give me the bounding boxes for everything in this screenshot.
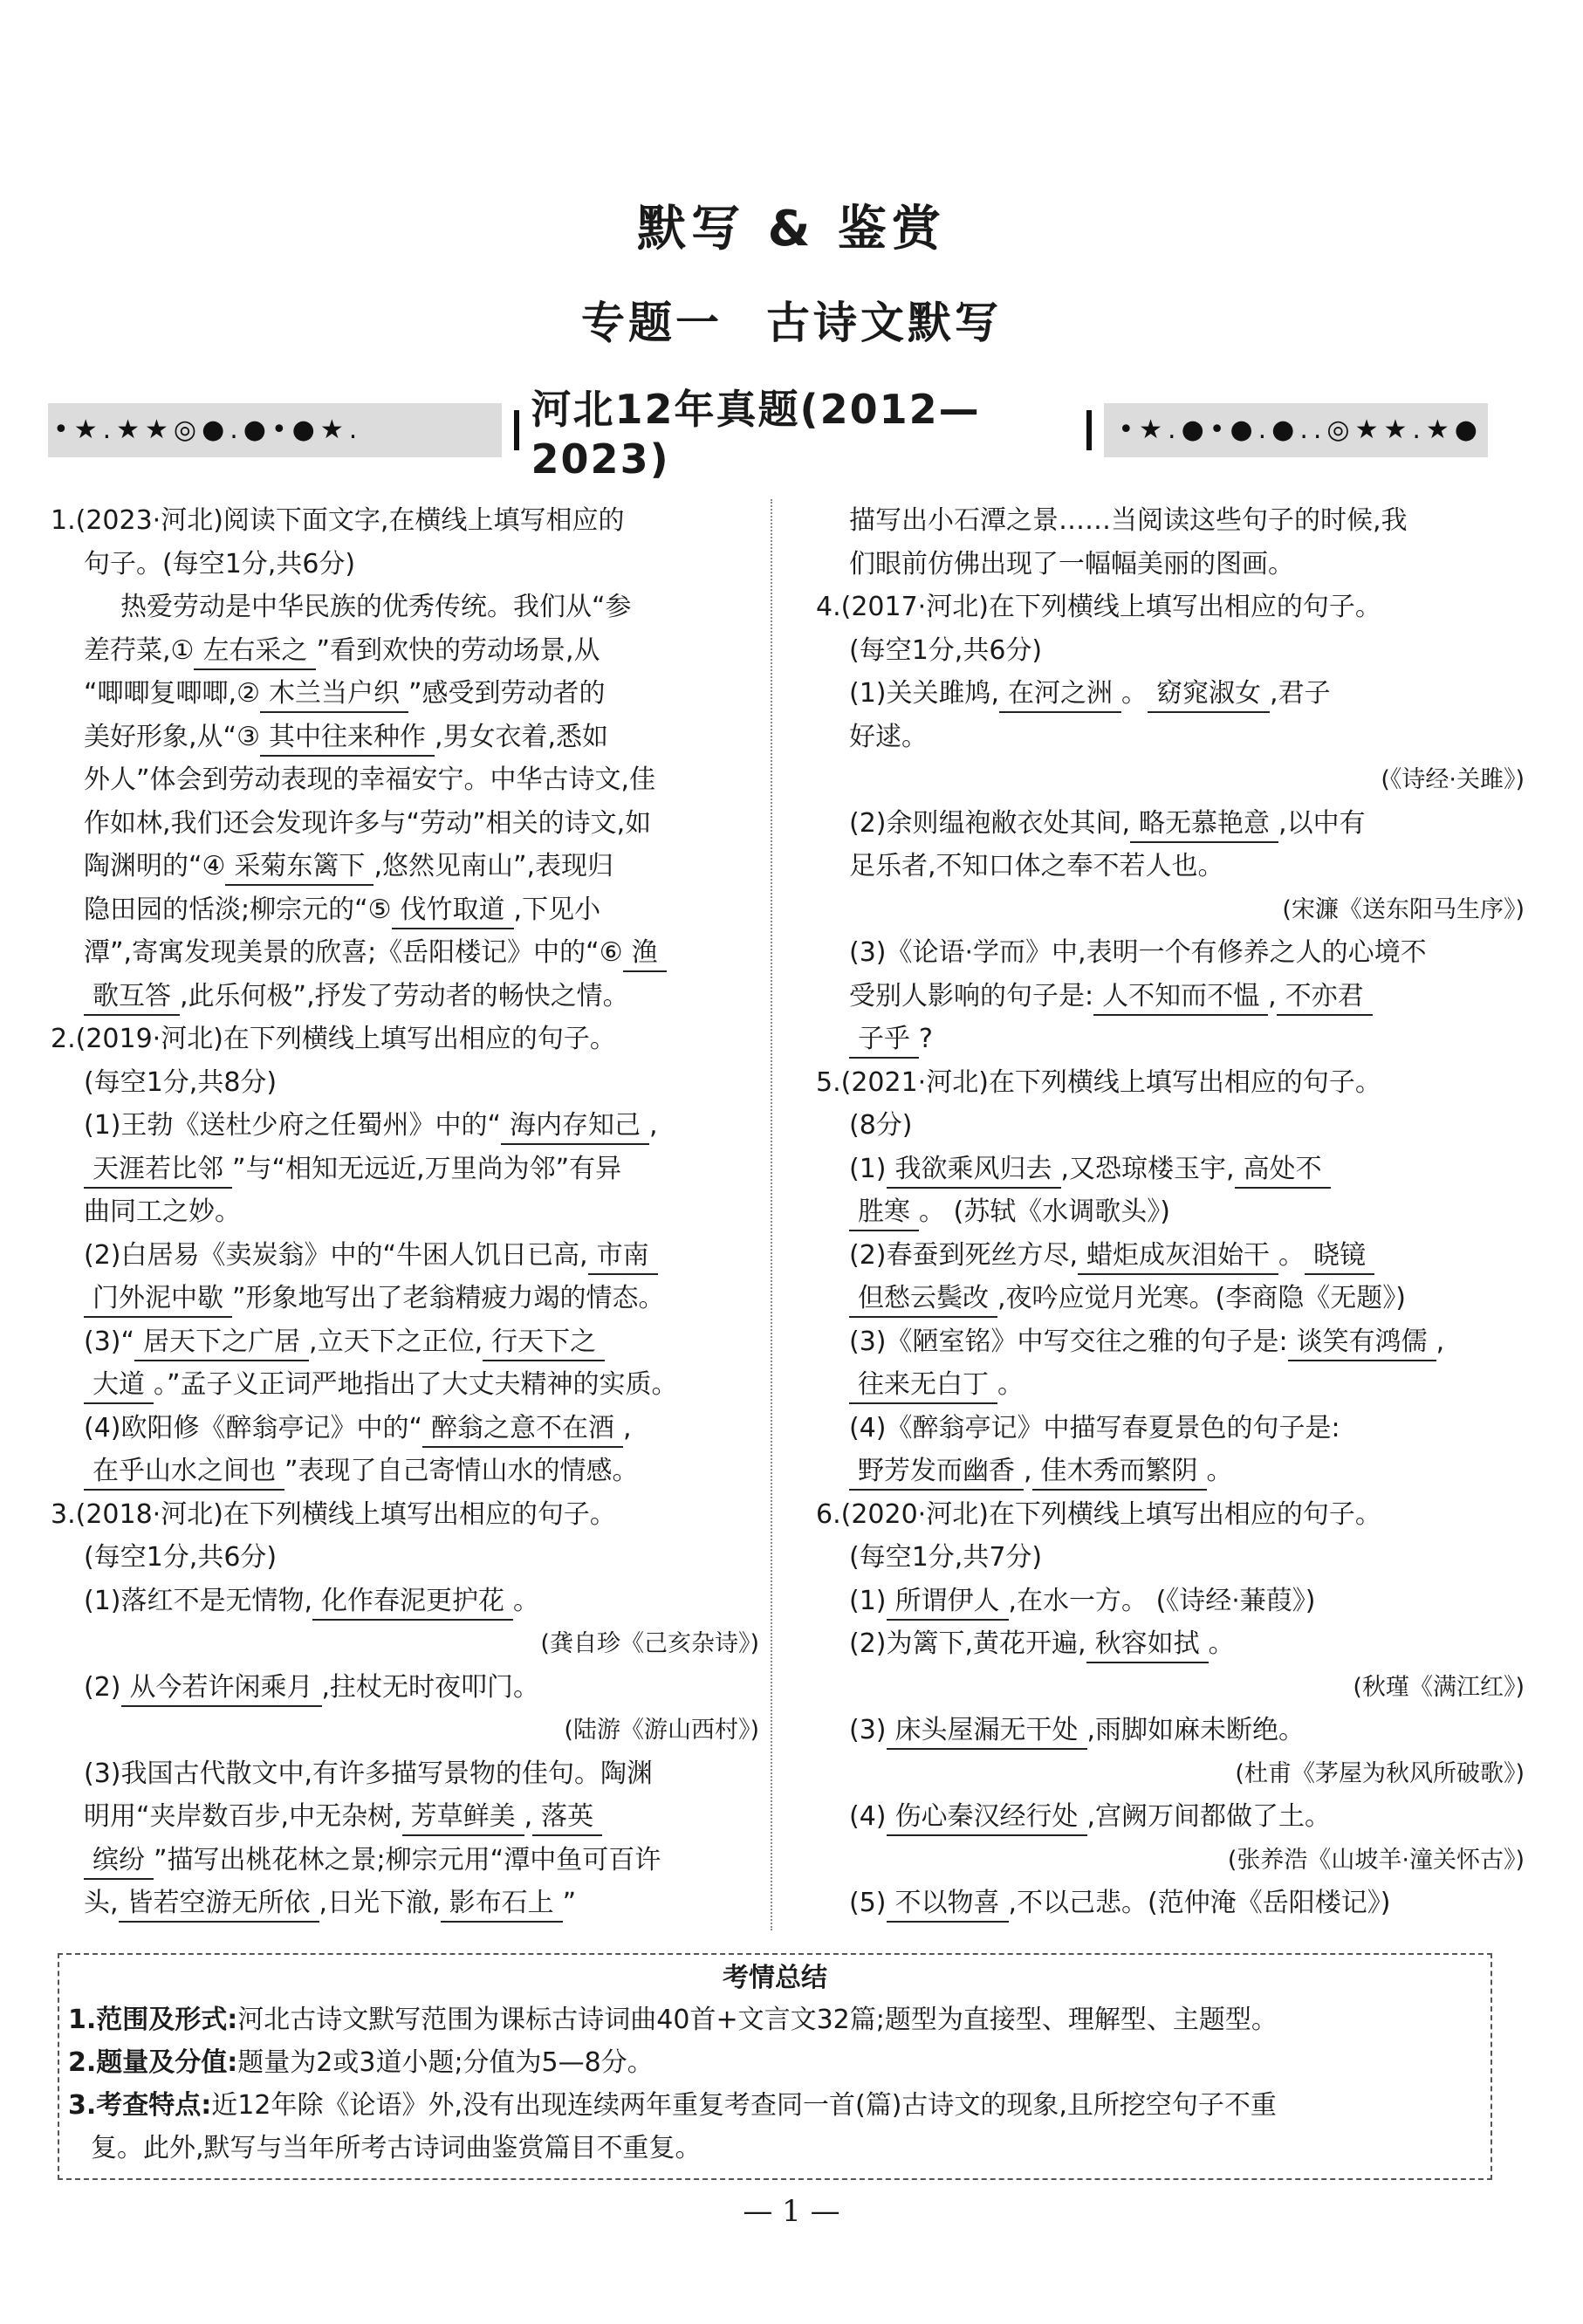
line-text: (3)《论语·学而》中,表明一个有修养之人的心境不 <box>849 937 1427 968</box>
answer-blank: 其中往来种作 <box>260 720 435 757</box>
answer-blank: 歌互答 <box>84 979 180 1016</box>
line-text: (陆游《游山西村》) <box>564 1717 759 1744</box>
text-line <box>51 1795 759 1839</box>
line-text: 曲同工之妙。 <box>84 1196 241 1227</box>
summary-line-2 <box>59 2041 1490 2084</box>
text-line <box>816 1148 1525 1191</box>
line-text: 。 <box>997 1369 1024 1400</box>
answer-blank: 往来无白丁 <box>849 1368 997 1404</box>
line-text: (4) <box>849 1801 887 1832</box>
text-line <box>51 1580 759 1623</box>
line-text: 足乐者,不知口体之奉不若人也。 <box>849 851 1224 881</box>
answer-blank: 胜寒 <box>849 1195 919 1231</box>
line-text: ,下见小 <box>513 894 601 925</box>
line-text: 3.(2018·河北)在下列横线上填写出相应的句子。 <box>51 1498 616 1530</box>
text-line <box>816 1882 1525 1925</box>
line-text: (2)余则缊袍敝衣处其间, <box>849 807 1131 839</box>
line-text: , <box>1268 980 1277 1011</box>
source-citation <box>816 888 1525 932</box>
line-text: ,君子 <box>1270 678 1331 709</box>
line-text: , <box>1024 1456 1032 1486</box>
source-citation <box>51 1709 759 1752</box>
line-text: (3)“ <box>84 1326 135 1357</box>
text-line <box>816 1493 1525 1537</box>
text-line <box>51 975 759 1018</box>
line-text: (2)白居易《卖炭翁》中的“牛困人饥日已高, <box>84 1239 588 1271</box>
answer-blank: 行天下之 <box>483 1325 605 1361</box>
text-line <box>51 1666 759 1710</box>
text-line <box>51 716 759 759</box>
summary-heading: 考情总结 <box>723 1963 827 1993</box>
exam-summary-box <box>58 1953 1492 2180</box>
line-text: ,不以己悲。(范仲淹《岳阳楼记》) <box>1008 1888 1391 1918</box>
line-text: (每空1分,共7分) <box>849 1542 1043 1573</box>
topic-title <box>0 288 1583 351</box>
line-text: ,此乐何极”,抒发了劳动者的畅快之情。 <box>180 980 629 1011</box>
line-text: (张养浩《山坡羊·潼关怀古》) <box>1227 1846 1525 1874</box>
line-text: ,在水一方。 (《诗经·蒹葭》) <box>1008 1585 1316 1616</box>
line-text: (5) <box>849 1888 887 1918</box>
text-line <box>816 931 1525 975</box>
section-banner <box>48 386 1488 483</box>
banner-label <box>502 386 1104 483</box>
line-text: ,拄杖无时夜叩门。 <box>321 1671 540 1703</box>
text-line <box>816 1320 1525 1364</box>
line-text: ”表现了自己寄情山水的情感。 <box>284 1456 639 1486</box>
answer-blank: 蜡炬成灰泪始干 <box>1078 1238 1278 1275</box>
answer-blank: 伐竹取道 <box>392 893 514 929</box>
line-text: 5.(2021·河北)在下列横线上填写出相应的句子。 <box>816 1066 1381 1098</box>
answer-blank: 人不知而不愠 <box>1093 979 1268 1016</box>
line-text: 句子。(每空1分,共6分) <box>84 548 356 579</box>
answer-blank: 木兰当户织 <box>260 676 408 713</box>
summary-line-4 <box>59 2127 1490 2170</box>
text-line <box>816 499 1525 543</box>
line-text: (宋濂《送东阳马生序》) <box>1282 895 1525 923</box>
line-text: 描写出小石潭之景……当阅读这些句子的时候,我 <box>849 505 1408 536</box>
line-text: 差荇菜,① <box>84 634 195 666</box>
line-text: 潭”,寄寓发现美景的欣喜;《岳阳楼记》中的“⑥ <box>84 937 623 968</box>
summary-text: 河北古诗文默写范围为课标古诗词曲40首+文言文32篇;题型为直接型、理解型、主题型。 <box>237 2005 1278 2035</box>
summary-label: 1.范围及形式: <box>68 2005 238 2035</box>
text-line <box>816 1190 1525 1234</box>
line-text: ”形象地写出了老翁精疲力竭的情态。 <box>232 1283 665 1313</box>
answer-blank: 化作春泥更护花 <box>312 1584 513 1621</box>
text-line <box>51 543 759 586</box>
line-text: (秋瑾《满江红》) <box>1353 1673 1525 1701</box>
line-text: (1) <box>849 1153 887 1184</box>
answer-blank: 从今若许闲乘月 <box>121 1670 322 1707</box>
text-line <box>816 1450 1525 1493</box>
answer-blank: 所谓伊人 <box>887 1584 1009 1621</box>
line-text: 2.(2019·河北)在下列横线上填写出相应的句子。 <box>51 1024 616 1054</box>
text-line <box>51 1493 759 1537</box>
source-citation <box>816 1666 1525 1710</box>
text-line <box>816 1709 1525 1752</box>
text-line <box>51 758 759 802</box>
text-line <box>51 1277 759 1320</box>
text-line <box>51 1363 759 1407</box>
text-line <box>816 1795 1525 1839</box>
answer-blank: 略无慕艳意 <box>1130 806 1278 843</box>
text-line <box>51 931 759 975</box>
text-line <box>816 1407 1525 1450</box>
line-text: ” <box>562 1888 577 1918</box>
left-column <box>51 499 759 1925</box>
main-title: 默写 & 鉴赏 <box>637 201 946 257</box>
text-line <box>51 499 759 543</box>
answer-blank: 居天下之广居 <box>134 1325 309 1361</box>
line-text: “唧唧复唧唧,② <box>84 678 260 709</box>
line-text: 。 (苏轼《水调歌头》) <box>919 1196 1170 1227</box>
answer-blank: 子乎 <box>849 1022 919 1059</box>
line-text: 1.(2023·河北)阅读下面文字,在横线上填写相应的 <box>51 505 625 536</box>
text-line <box>816 1018 1525 1061</box>
line-text: ”描写出桃花林之景;柳宗元用“潭中鱼可百许 <box>154 1844 661 1875</box>
text-line <box>816 1580 1525 1623</box>
answer-blank: 缤纷 <box>84 1843 154 1880</box>
text-line <box>816 975 1525 1018</box>
right-column <box>816 499 1525 1925</box>
line-text: 4.(2017·河北)在下列横线上填写出相应的句子。 <box>816 592 1381 622</box>
answer-blank: 门外泥中歇 <box>84 1281 232 1318</box>
answer-blank: 秋容如拭 <box>1086 1627 1209 1663</box>
line-text: 。 <box>513 1585 540 1616</box>
line-text: ? <box>919 1024 933 1054</box>
text-line <box>816 1622 1525 1666</box>
summary-line-1 <box>59 1998 1490 2041</box>
answer-blank: 在河之洲 <box>999 676 1121 713</box>
text-line <box>816 1234 1525 1278</box>
line-text: 。 <box>1208 1628 1235 1659</box>
text-line <box>51 672 759 716</box>
answer-blank: 影布石上 <box>441 1886 563 1923</box>
line-text: 。 <box>1206 1456 1233 1486</box>
line-text: ”感受到劳动者的 <box>408 678 606 709</box>
text-line <box>816 716 1525 759</box>
text-line <box>51 1407 759 1450</box>
line-text: ”看到欢快的劳动场景,从 <box>316 634 600 666</box>
answer-blank: 不亦君 <box>1277 979 1373 1016</box>
line-text: 隐田园的恬淡;柳宗元的“⑤ <box>84 894 392 925</box>
line-text: ,以中有 <box>1278 807 1366 839</box>
answer-blank: 左右采之 <box>194 634 316 670</box>
text-line <box>51 1061 759 1105</box>
text-line <box>51 1752 759 1796</box>
text-line <box>816 1363 1525 1407</box>
answer-blank: 佳木秀而繁阴 <box>1032 1454 1207 1491</box>
answer-blank: 落英 <box>532 1800 602 1836</box>
banner-decoration-right: •★.●•●.●..◎★★.★● <box>1118 415 1483 445</box>
column-divider <box>771 499 772 1930</box>
line-text: ,男女衣着,悉如 <box>434 721 609 752</box>
line-text: (杜甫《茅屋为秋风所破歌》) <box>1235 1759 1525 1787</box>
line-text: (3)《陋室铭》中写交往之雅的句子是: <box>849 1326 1288 1357</box>
line-text: , <box>1436 1326 1445 1357</box>
banner-text: 河北12年真题(2012—2023) <box>531 386 981 483</box>
line-text: 陶渊明的“④ <box>84 851 226 881</box>
answer-blank: 海内存知己 <box>501 1108 649 1145</box>
text-line <box>816 845 1525 888</box>
answer-blank: 芳草鲜美 <box>402 1800 524 1836</box>
line-text: 。”孟子义正词严地指出了大丈夫精神的实质。 <box>154 1369 678 1400</box>
line-text: ,立天下之正位, <box>309 1326 483 1357</box>
line-text: (1)落红不是无情物, <box>84 1585 313 1616</box>
line-text: (1)王勃《送杜少府之任蜀州》中的“ <box>84 1110 502 1141</box>
text-line <box>816 802 1525 846</box>
line-text: 。 <box>1121 678 1148 709</box>
summary-label: 3.考查特点: <box>68 2090 212 2121</box>
text-line <box>816 1061 1525 1105</box>
text-line <box>51 1104 759 1148</box>
line-text: 6.(2020·河北)在下列横线上填写出相应的句子。 <box>816 1498 1381 1530</box>
line-text: (1)关关雎鸠, <box>849 678 1000 709</box>
line-text: (8分) <box>849 1110 913 1141</box>
answer-blank: 野芳发而幽香 <box>849 1454 1024 1491</box>
answer-blank: 谈笑有鸿儒 <box>1288 1325 1436 1361</box>
summary-label: 2.题量及分值: <box>68 2047 238 2078</box>
answer-blank: 伤心秦汉经行处 <box>887 1800 1087 1836</box>
answer-blank: 晓镜 <box>1305 1238 1374 1275</box>
line-text: 好逑。 <box>849 721 928 752</box>
text-line <box>816 1536 1525 1580</box>
line-text: 头, <box>84 1888 119 1918</box>
text-line <box>51 1234 759 1278</box>
text-line <box>51 1320 759 1364</box>
line-text: (龚自珍《己亥杂诗》) <box>540 1630 759 1657</box>
topic-name: 古诗文默写 <box>766 298 1002 348</box>
answer-blank: 市南 <box>588 1238 658 1275</box>
source-citation <box>816 758 1525 802</box>
line-text: , <box>623 1412 632 1443</box>
line-text: 。 <box>1278 1239 1305 1271</box>
answer-blank: 采菊东篱下 <box>225 849 373 886</box>
line-text: ,又恐琼楼玉宇, <box>1060 1153 1235 1184</box>
source-citation <box>816 1752 1525 1796</box>
answer-blank: 醉翁之意不在酒 <box>422 1411 623 1448</box>
text-line <box>51 845 759 888</box>
line-text: (每空1分,共8分) <box>84 1066 278 1098</box>
text-line <box>51 629 759 673</box>
line-text: 美好形象,从“③ <box>84 721 260 752</box>
line-text: (3) <box>849 1715 887 1745</box>
text-line <box>816 1104 1525 1148</box>
source-citation <box>816 1839 1525 1882</box>
banner-decoration-left: •★.★★◎●.●•●★. <box>53 415 363 445</box>
line-text: 热爱劳动是中华民族的优秀传统。我们从“参 <box>120 592 632 622</box>
source-citation <box>51 1622 759 1666</box>
answer-blank: 但愁云鬓改 <box>849 1281 997 1318</box>
summary-text: 近12年除《论语》外,没有出现连续两年重复考查同一首(篇)古诗文的现象,且所挖空句子不重 <box>211 2090 1277 2121</box>
line-text: , <box>649 1110 658 1141</box>
line-text: (每空1分,共6分) <box>84 1542 278 1573</box>
text-line <box>816 543 1525 586</box>
answer-blank: 渔 <box>623 936 667 972</box>
line-text: ,宫阙万间都做了土。 <box>1086 1801 1332 1832</box>
line-text: (2) <box>84 1671 121 1703</box>
text-line <box>51 1536 759 1580</box>
topic-number: 专题一 <box>581 298 723 348</box>
page-number: — 1 — <box>743 2194 840 2229</box>
text-line <box>51 1018 759 1061</box>
text-line <box>51 1190 759 1234</box>
line-text: ”与“相知无远近,万里尚为邻”有异 <box>232 1153 622 1184</box>
text-line <box>816 629 1525 673</box>
line-text: (《诗经·关雎》) <box>1381 766 1525 793</box>
answer-blank: 天涯若比邻 <box>84 1152 232 1189</box>
line-text: 明用“夹岸数百步,中无杂树, <box>84 1801 402 1832</box>
line-text: ,悠然见南山”,表现归 <box>373 851 614 881</box>
text-line <box>51 586 759 629</box>
line-text: (2)为篱下,黄花开遍, <box>849 1628 1086 1659</box>
line-text: , <box>524 1801 533 1832</box>
text-line <box>816 672 1525 716</box>
line-text: (2)春蚕到死丝方尽, <box>849 1239 1079 1271</box>
line-text: (3)我国古代散文中,有许多描写景物的佳句。陶渊 <box>84 1758 654 1789</box>
banner-bar-left <box>514 410 519 450</box>
text-line <box>51 1882 759 1925</box>
answer-blank: 不以物喜 <box>887 1886 1009 1923</box>
text-line <box>51 1148 759 1191</box>
text-line <box>51 1450 759 1493</box>
line-text: (4)欧阳修《醉翁亭记》中的“ <box>84 1412 423 1443</box>
line-text: 外人”体会到劳动表现的幸福安宁。中华古诗文,佳 <box>84 764 656 795</box>
text-line <box>816 586 1525 629</box>
line-text: (每空1分,共6分) <box>849 634 1043 666</box>
answer-blank: 窈窕淑女 <box>1148 676 1270 713</box>
line-text: (1) <box>849 1585 887 1616</box>
text-line <box>51 1839 759 1882</box>
text-line <box>51 888 759 932</box>
answer-blank: 床头屋漏无干处 <box>887 1713 1087 1750</box>
summary-text: 复。此外,默写与当年所考古诗词曲鉴赏篇目不重复。 <box>91 2133 702 2163</box>
summary-line-3 <box>59 2084 1490 2127</box>
summary-text: 题量为2或3道小题;分值为5—8分。 <box>237 2047 654 2078</box>
answer-blank: 我欲乘风归去 <box>887 1152 1061 1189</box>
answer-blank: 皆若空游无所依 <box>119 1886 319 1923</box>
text-line <box>816 1277 1525 1320</box>
line-text: ,雨脚如麻未断绝。 <box>1086 1715 1305 1745</box>
text-line <box>51 802 759 846</box>
answer-blank: 在乎山水之间也 <box>84 1454 284 1491</box>
line-text: 作如林,我们还会发现许多与“劳动”相关的诗文,如 <box>84 807 652 839</box>
answer-blank: 大道 <box>84 1368 154 1404</box>
line-text: ,夜吟应觉月光寒。(李商隐《无题》) <box>997 1283 1406 1313</box>
line-text: 们眼前仿佛出现了一幅幅美丽的图画。 <box>849 548 1294 579</box>
line-text: 受别人影响的句子是: <box>849 980 1094 1011</box>
answer-blank: 高处不 <box>1235 1152 1331 1189</box>
line-text: ,日光下澈, <box>319 1888 441 1918</box>
line-text: (4)《醉翁亭记》中描写春夏景色的句子是: <box>849 1412 1340 1443</box>
